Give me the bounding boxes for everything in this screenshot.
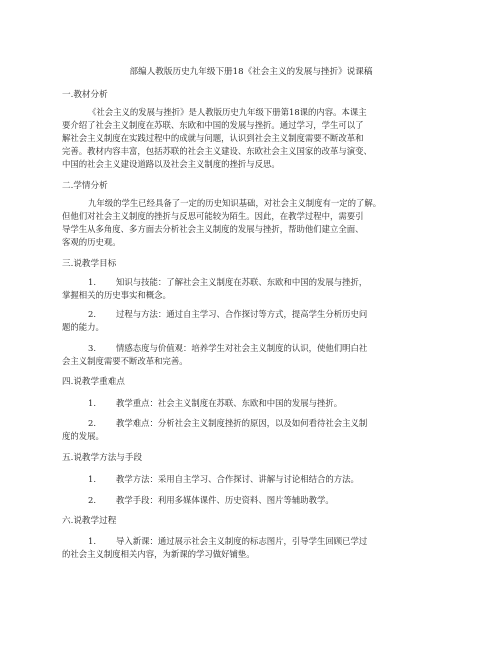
document-title: 部编人教版历史九年级下册18《社会主义的发展与挫折》说课稿 — [129, 67, 373, 77]
list-item — [62, 397, 442, 410]
text-line: 情感态度与价值观：培养学生对社会主义制度的认识，使他们明白社 — [116, 343, 368, 353]
item-number: 1. — [88, 474, 96, 484]
text-line: 掌握相关的历史事实和概念。 — [62, 290, 171, 300]
item-number: 2. — [88, 309, 96, 319]
list-item — [62, 473, 442, 486]
text-line: 中国的社会主义建设道路以及社会主义制度的挫折与反思。 — [62, 159, 280, 169]
item-number: 1. — [88, 277, 96, 287]
list-item — [62, 276, 442, 302]
text-line: 要介绍了社会主义制度在苏联、东欧和中国的发展与挫折。通过学习，学生可以了 — [62, 120, 364, 130]
text-line: 解社会主义制度在实践过程中的成就与问题，认识到社会主义制度需要不断改革和 — [62, 133, 364, 143]
item-number: 3. — [88, 343, 96, 353]
text-line: 《社会主义的发展与挫折》是人教版历史九年级下册第18课的内容。本课主 — [88, 107, 367, 117]
text-line: 但他们对社会主义制度的挫折与反思可能较为陌生。因此，在教学过程中，需要引 — [62, 211, 364, 221]
section-heading-teaching-methods: 五.说教学方法与手段 — [62, 453, 143, 463]
section-heading-textbook-analysis: 一.教材分析 — [62, 90, 108, 100]
text-line: 九年级的学生已经具备了一定的历史知识基础，对社会主义制度有一定的了解。 — [88, 198, 382, 208]
section-heading-teaching-objectives: 三.说教学目标 — [62, 259, 117, 269]
item-number: 2. — [88, 418, 96, 428]
text-line: 教学方法：采用自主学习、合作探讨、讲解与讨论相结合的方法。 — [116, 474, 359, 484]
text-line: 知识与技能：了解社会主义制度在苏联、东欧和中国的发展与挫折， — [116, 277, 368, 287]
text-line: 教学难点：分析社会主义制度挫折的原因，以及如何看待社会主义制 — [116, 418, 368, 428]
text-line: 度的发展。 — [62, 431, 104, 441]
text-line: 教学重点：社会主义制度在苏联、东欧和中国的发展与挫折。 — [116, 398, 343, 408]
item-number: 1. — [88, 536, 96, 546]
text-line: 教学手段：利用多媒体课件、历史资料、图片等辅助教学。 — [116, 495, 334, 505]
text-line: 过程与方法：通过自主学习、合作探讨等方式，提高学生分析历史问 — [116, 309, 368, 319]
list-item — [62, 494, 442, 507]
text-line: 客观的历史观。 — [62, 237, 121, 247]
item-number: 2. — [88, 495, 96, 505]
text-line: 导入新课：通过展示社会主义制度的标志图片，引导学生回顾已学过 — [116, 536, 368, 546]
list-item — [62, 417, 442, 443]
section-heading-teaching-process: 六.说教学过程 — [62, 516, 117, 526]
text-line: 的社会主义制度相关内容，为新课的学习做好铺垫。 — [62, 549, 255, 559]
list-item — [62, 535, 442, 561]
text-line: 导学生从多角度、多方面去分析社会主义制度的发展与挫折，帮助他们建立全面、 — [62, 224, 364, 234]
paragraph-textbook-analysis — [62, 106, 442, 171]
list-item — [62, 308, 442, 334]
section-heading-student-analysis: 二.学情分析 — [62, 181, 108, 191]
list-item — [62, 342, 442, 368]
item-number: 1. — [88, 398, 96, 408]
text-line: 会主义制度需要不断改革和完善。 — [62, 356, 188, 366]
text-line: 题的能力。 — [62, 322, 104, 332]
section-heading-key-points: 四.说教学重难点 — [62, 377, 125, 387]
text-line: 完善。教材内容丰富，包括苏联的社会主义建设、东欧社会主义国家的改革与演变、 — [62, 146, 372, 156]
paragraph-student-analysis — [62, 197, 442, 249]
